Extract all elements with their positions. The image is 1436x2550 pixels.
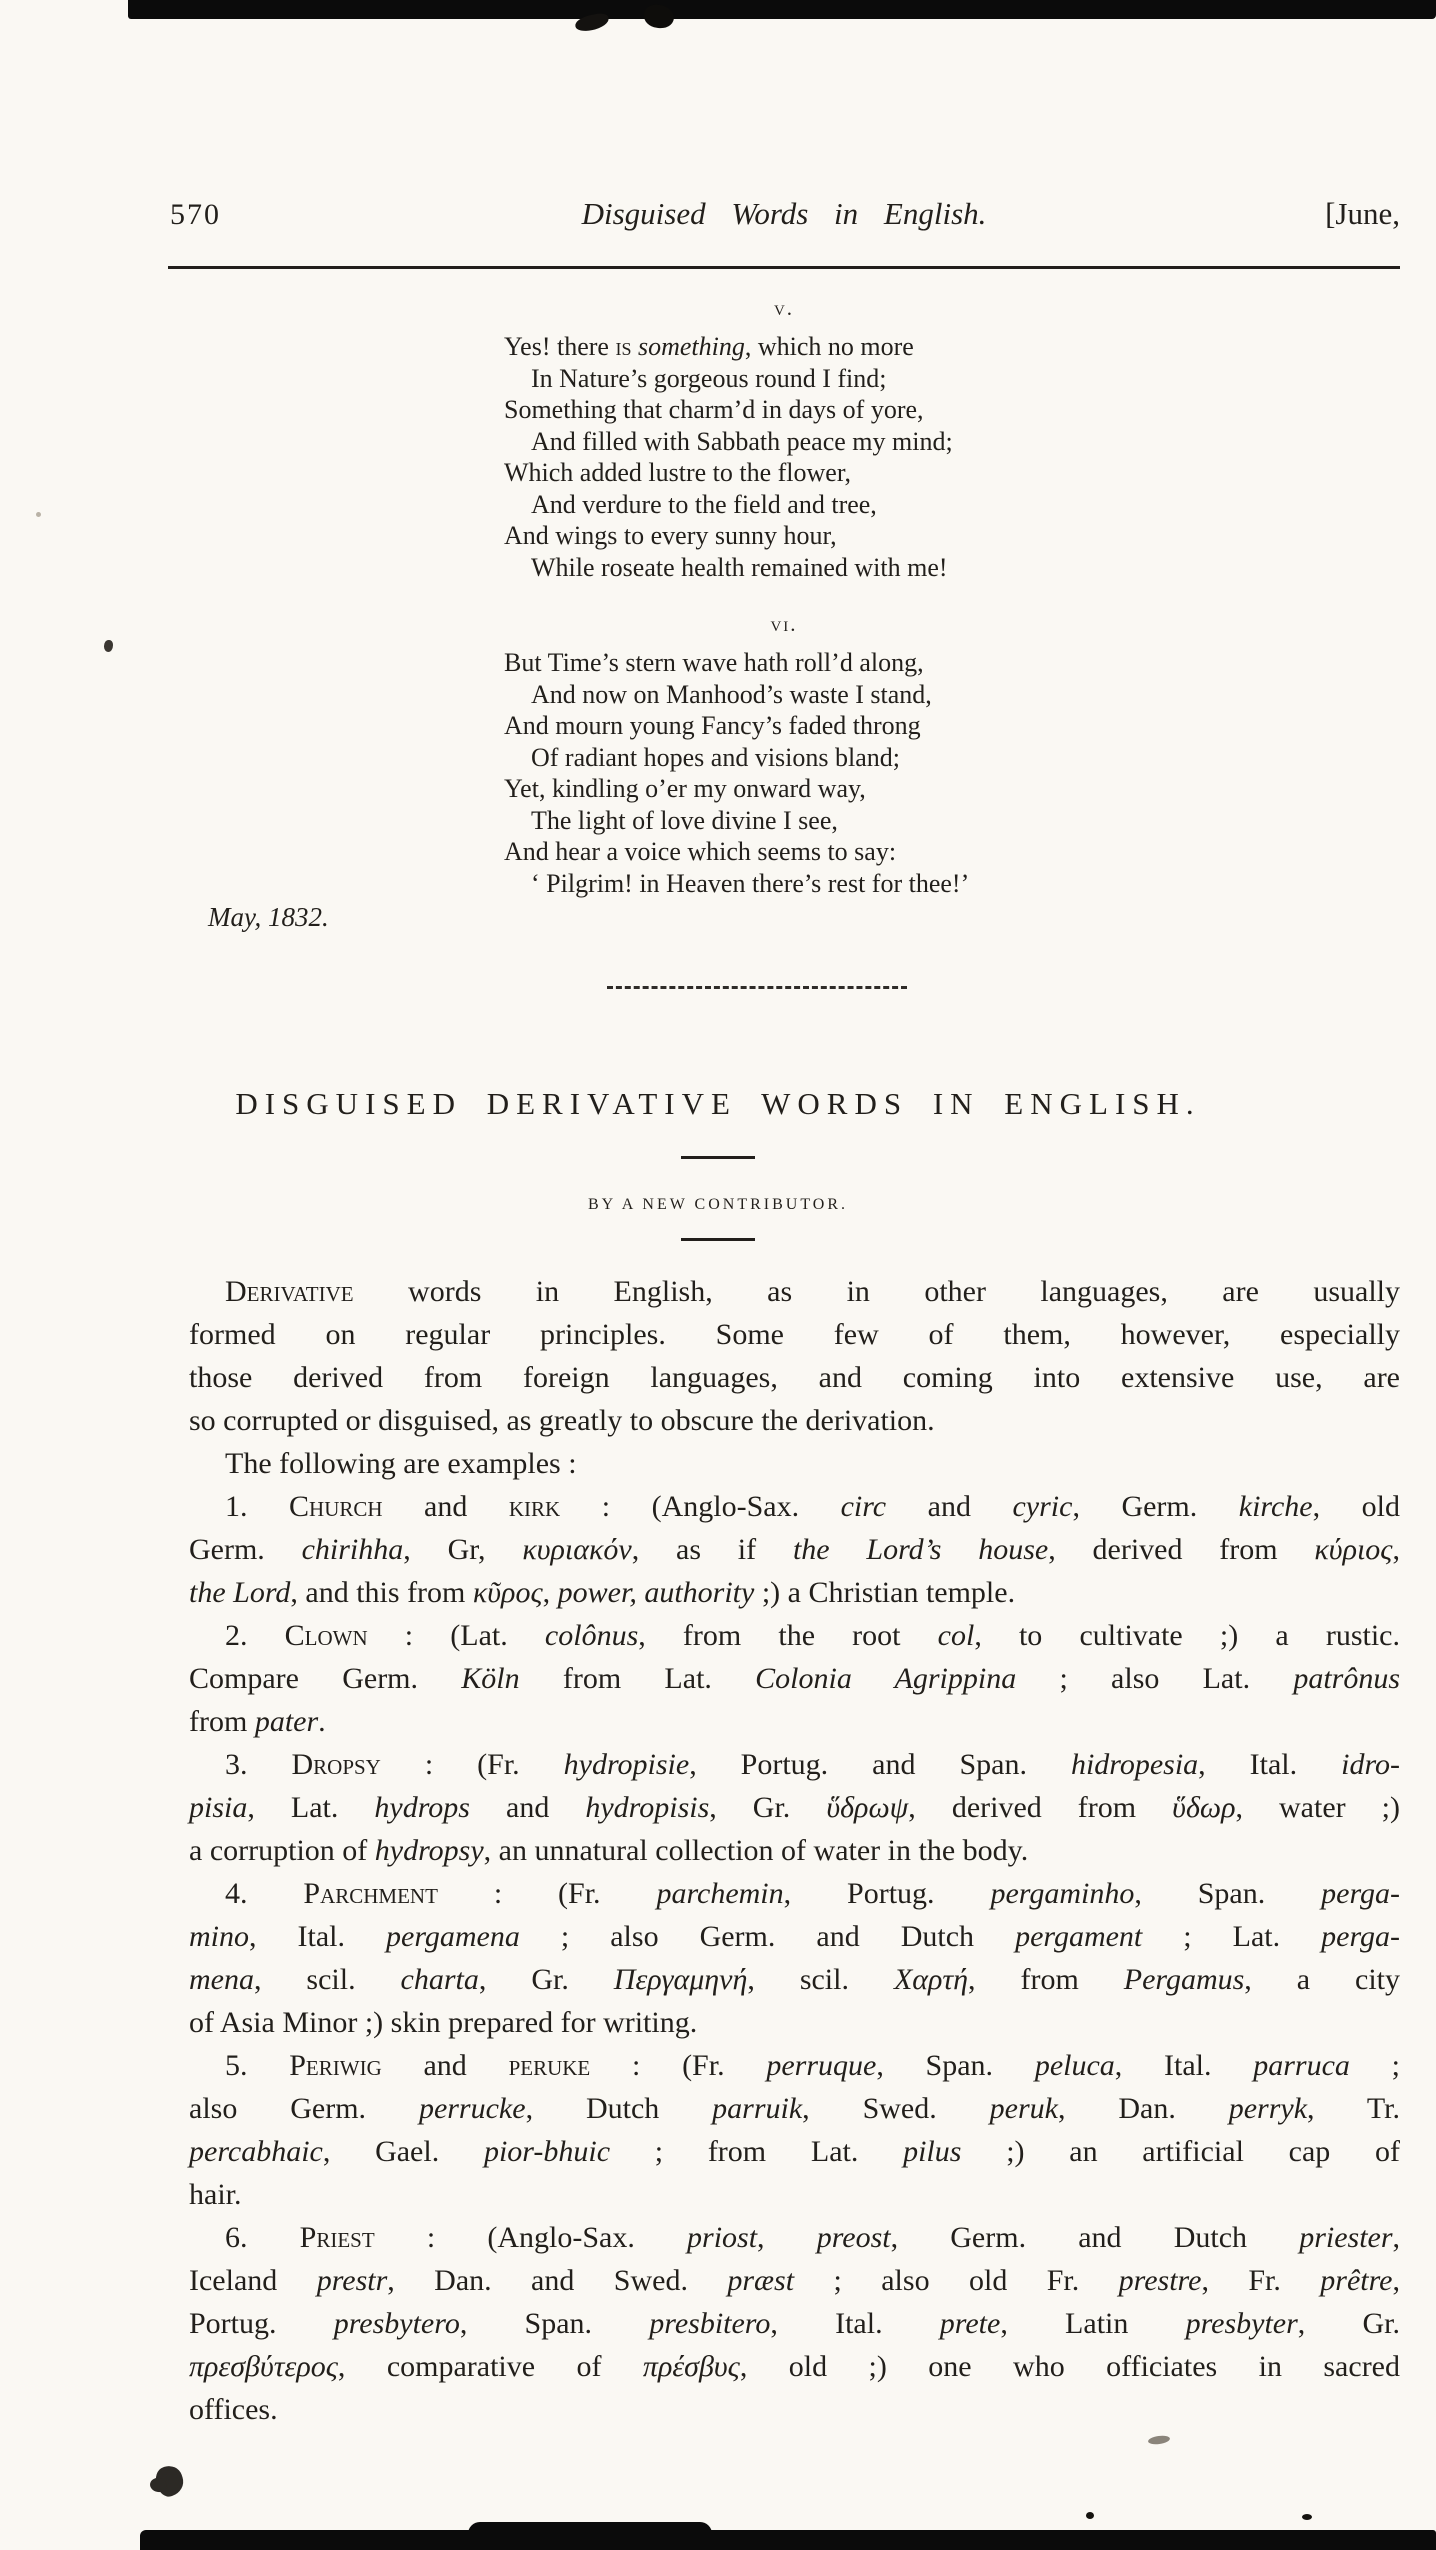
text-line: Derivative words in English, as in other languages, are usually <box>225 1275 1400 1308</box>
poem-line: Something that charm’d in days of yore, <box>504 395 924 424</box>
poem-line: But Time’s stern wave hath roll’d along, <box>504 648 924 677</box>
byline-rule-top <box>681 1156 755 1159</box>
text-line: 5. Periwig and peruke : (Fr. perruque, Span. peluca, Ital. parruca ; <box>225 2049 1400 2082</box>
paragraph <box>189 1614 1400 1743</box>
stanza-number: v. <box>773 296 795 320</box>
text-line: 2. Clown : (Lat. colônus, from the root col, to cultivate ;) a rustic. <box>225 1619 1400 1652</box>
text-line: 4. Parchment : (Fr. parchemin, Portug. pergaminho, Span. perga- <box>225 1877 1400 1910</box>
poem-line: Of radiant hopes and visions bland; <box>531 742 900 772</box>
poem-line: ‘ Pilgrim! in Heaven there’s rest for thee!’ <box>531 868 970 898</box>
text-line: 6. Priest : (Anglo-Sax. priost, preost, Germ. and Dutch priester, <box>225 2221 1401 2254</box>
text-line: the Lord, and this from κῦρος, power, authority ;) a Christian temple. <box>189 1576 1016 1609</box>
ink-speck <box>1086 2512 1094 2519</box>
paragraph <box>189 1442 1400 1485</box>
text-line: mena, scil. charta, Gr. Περγαμηνή, scil. Χαρτή, from Pergamus, a city <box>189 1963 1400 1996</box>
text-line: pisia, Lat. hydrops and hydropisis, Gr. ὕδρωψ, derived from ὕδωρ, water ;) <box>189 1791 1400 1824</box>
text-line: those derived from foreign languages, and coming into extensive use, are <box>189 1361 1400 1394</box>
paragraph <box>189 2044 1400 2216</box>
running-title: Disguised Words in English. <box>581 196 987 231</box>
poem-stanza-v <box>504 296 1084 583</box>
poem-line: And filled with Sabbath peace my mind; <box>531 426 953 456</box>
text-line: Iceland prestr, Dan. and Swed. præst ; also old Fr. prestre, Fr. prêtre, <box>189 2264 1400 2297</box>
poem-line: Yet, kindling o’er my onward way, <box>504 774 866 803</box>
byline-rule-bottom <box>681 1238 755 1241</box>
poem-line: And verdure to the field and tree, <box>531 489 877 519</box>
scan-edge-bottom-bar <box>140 2530 1436 2550</box>
paragraph <box>189 1485 1400 1614</box>
ink-speck <box>1148 2435 1171 2446</box>
paragraph <box>189 1872 1400 2044</box>
article-body <box>189 1270 1400 2431</box>
issue-date: [June, <box>1325 196 1400 231</box>
page-number: 570 <box>170 198 221 231</box>
poem-line: While roseate health remained with me! <box>531 552 948 582</box>
text-line: a corruption of hydropsy, an unnatural collection of water in the body. <box>189 1834 1029 1867</box>
text-line: so corrupted or disguised, as greatly to obscure the derivation. <box>189 1404 935 1437</box>
poem-line: And wings to every sunny hour, <box>504 521 837 550</box>
header-rule <box>168 266 1400 269</box>
poem-stanza-vi <box>504 612 1084 899</box>
text-line: 1. Church and kirk : (Anglo-Sax. circ and cyric, Germ. kirche, old <box>225 1490 1400 1523</box>
poem-line: Yes! there is something, which no more <box>504 332 914 361</box>
scan-edge-top-bar <box>128 0 1436 19</box>
text-line: percabhaic, Gael. pior-bhuic ; from Lat. pilus ;) an artificial cap of <box>189 2135 1400 2168</box>
text-line: 3. Dropsy : (Fr. hydropisie, Portug. and Span. hidropesia, Ital. idro- <box>225 1748 1400 1781</box>
text-line: mino, Ital. pergamena ; also Germ. and Dutch pergament ; Lat. perga- <box>189 1920 1400 1953</box>
poem-line: In Nature’s gorgeous round I find; <box>531 363 887 393</box>
ink-speck <box>1302 2514 1312 2520</box>
byline: BY A NEW CONTRIBUTOR. <box>587 1196 849 1213</box>
paragraph <box>189 2216 1400 2431</box>
ink-speck <box>104 640 113 652</box>
page-header <box>168 196 1400 240</box>
poem-line: And mourn young Fancy’s faded throng <box>504 711 921 740</box>
text-line: hair. <box>189 2178 242 2211</box>
paragraph <box>189 1743 1400 1872</box>
text-line: also Germ. perrucke, Dutch parruik, Swed. peruk, Dan. perryk, Tr. <box>189 2092 1400 2125</box>
text-line: of Asia Minor ;) skin prepared for writing. <box>189 2006 698 2039</box>
text-line: from pater. <box>189 1705 326 1738</box>
text-line: Portug. presbytero, Span. presbitero, Ital. prete, Latin presbyter, Gr. <box>189 2307 1400 2340</box>
poem-line: Which added lustre to the flower, <box>504 458 851 487</box>
stanza-number: vi. <box>770 612 798 636</box>
text-line: The following are examples : <box>225 1447 577 1480</box>
text-line: formed on regular principles. Some few of them, however, especially <box>189 1318 1400 1351</box>
text-line: Germ. chirihha, Gr, κυριακόν, as if the Lord’s house, derived from κύριος, <box>189 1533 1400 1566</box>
dateline: May, 1832. <box>208 902 329 932</box>
article-title: DISGUISED DERIVATIVE WORDS IN ENGLISH. <box>235 1086 1201 1121</box>
poem-line: And now on Manhood’s waste I stand, <box>531 679 932 709</box>
text-line: Compare Germ. Köln from Lat. Colonia Agrippina ; also Lat. patrônus <box>189 1662 1401 1695</box>
poem-line: The light of love divine I see, <box>531 805 838 835</box>
ink-speck <box>36 512 41 517</box>
text-line: offices. <box>189 2393 278 2426</box>
poem-line: And hear a voice which seems to say: <box>504 837 897 866</box>
paragraph <box>189 1270 1400 1442</box>
section-divider <box>607 986 907 989</box>
text-line: πρεσβύτερος, comparative of πρέσβυς, old ;) one who officiates in sacred <box>189 2350 1400 2383</box>
